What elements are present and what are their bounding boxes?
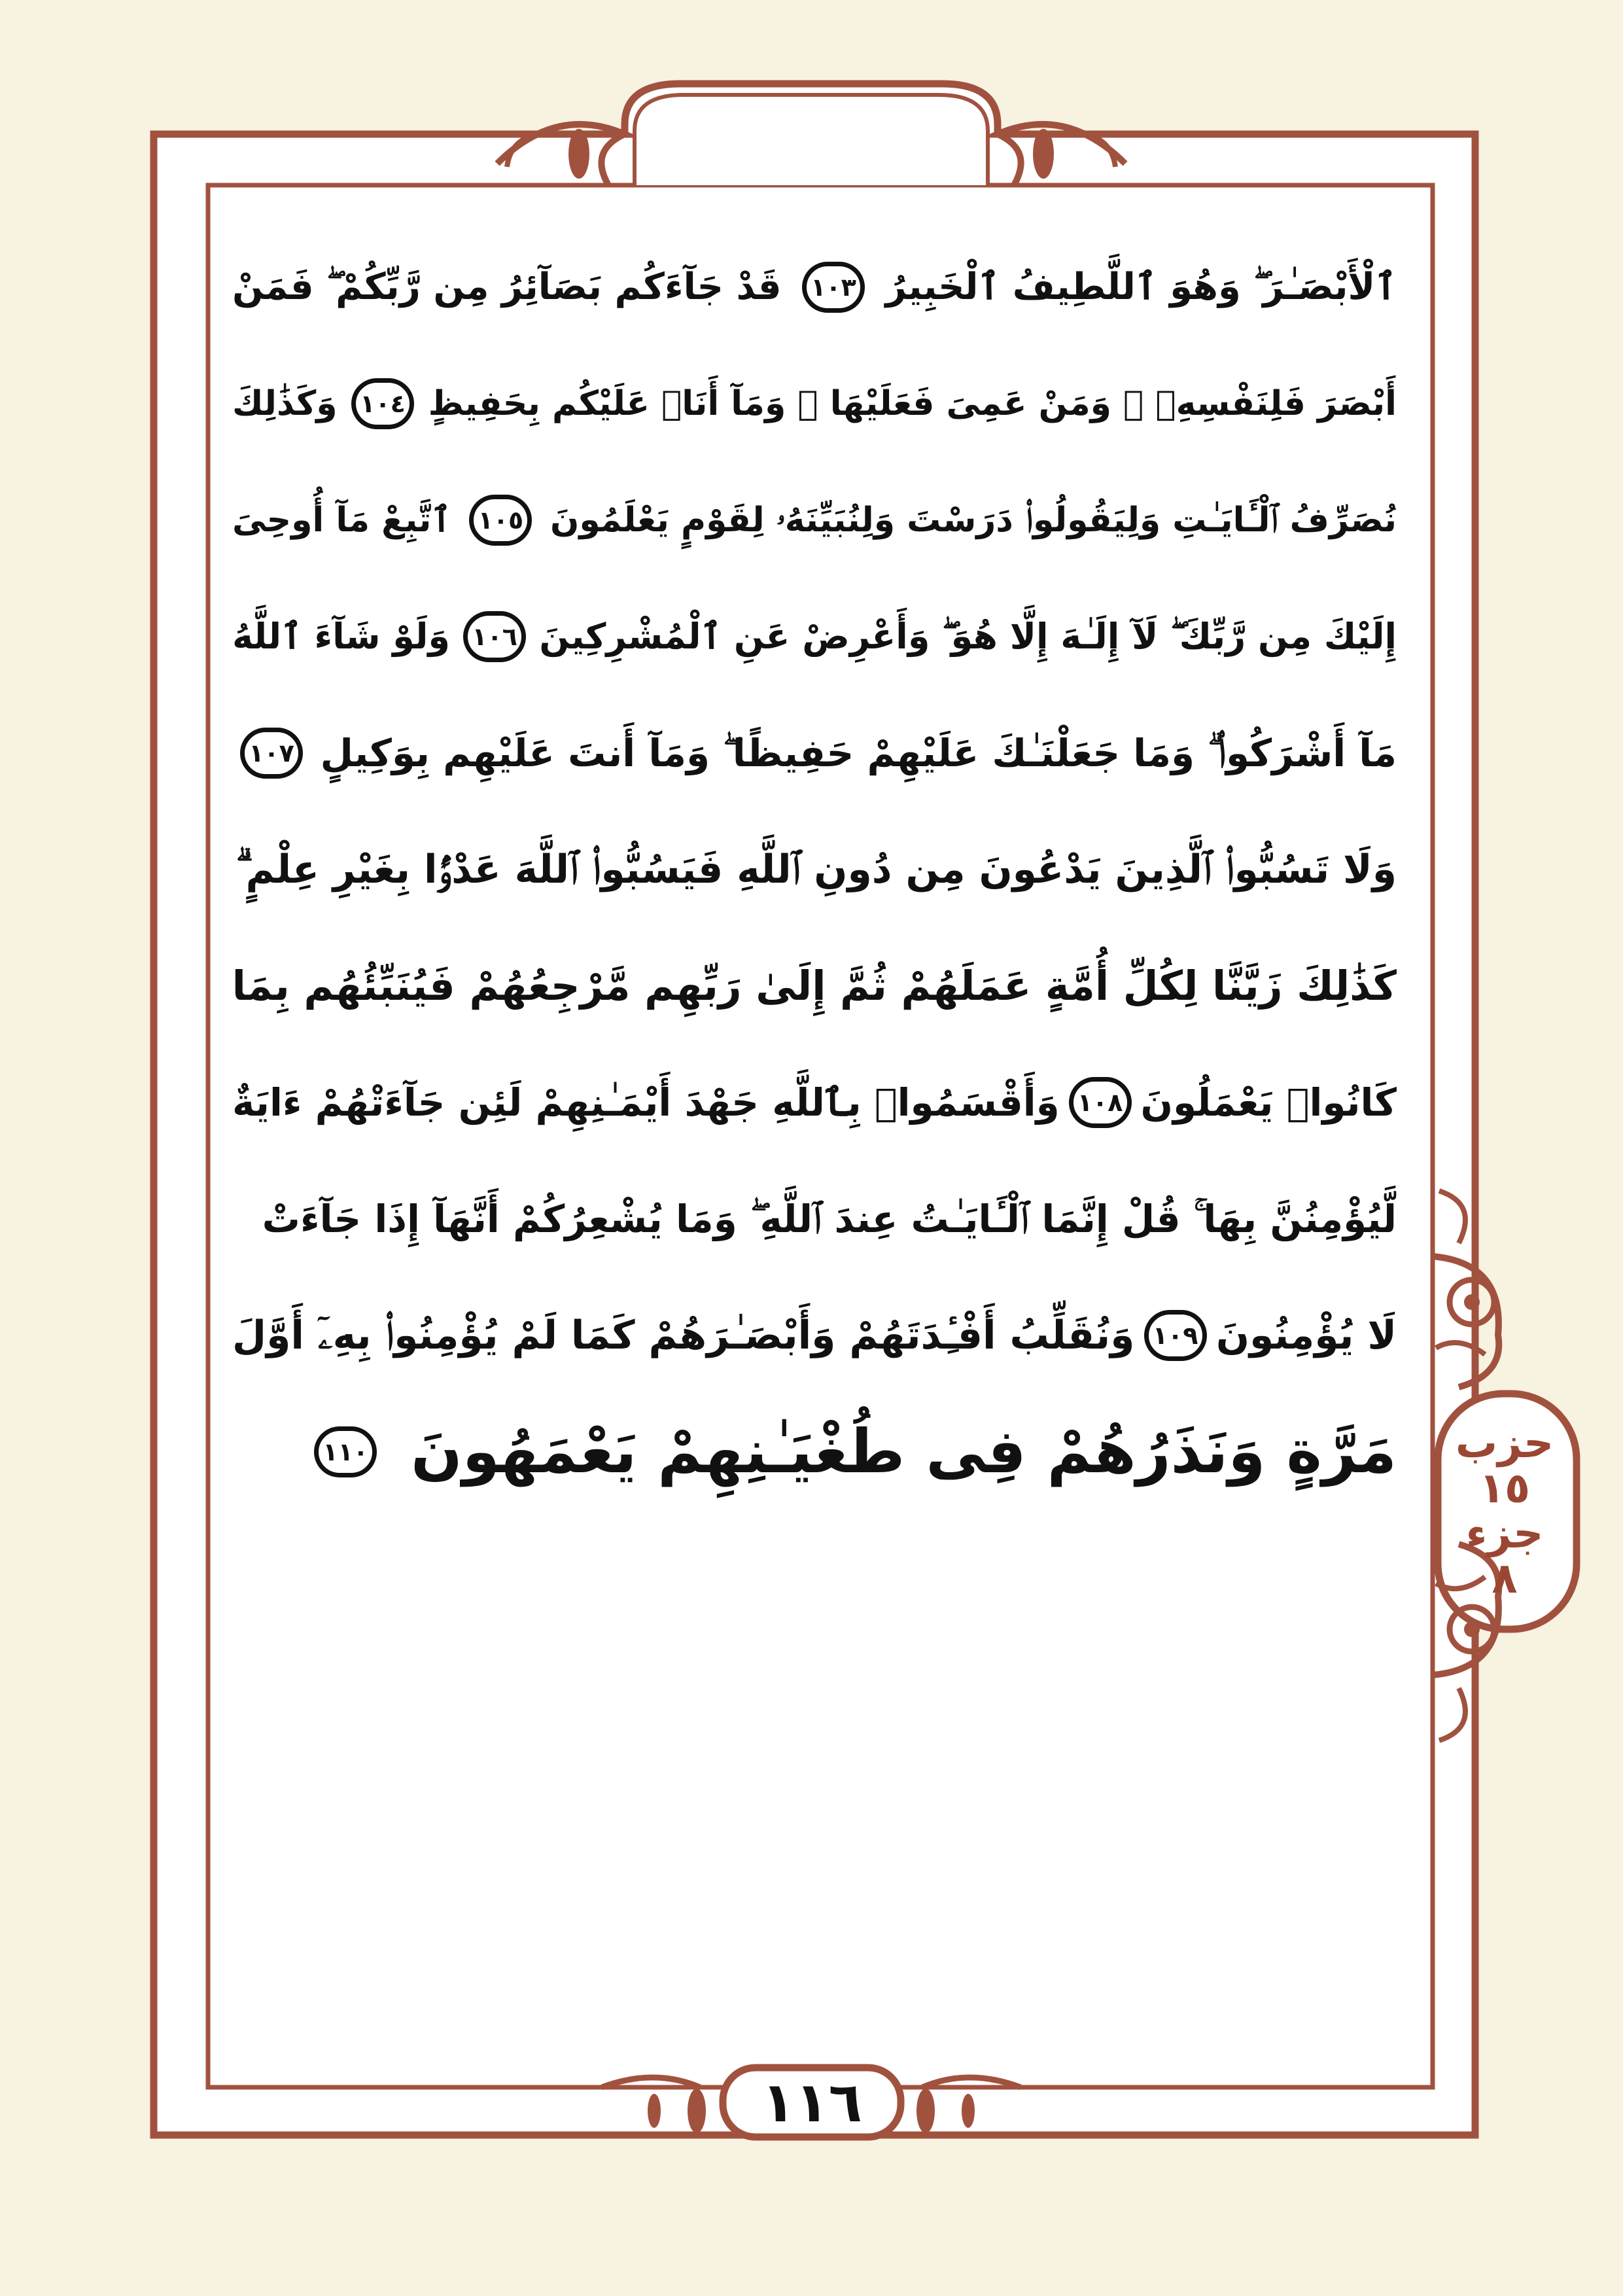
quran-page-text (232, 229, 1397, 1510)
hizb-juz-marker (1439, 1400, 1570, 1623)
ayah-number-marker: ١٠٨ (1069, 1077, 1132, 1128)
verse-text: أَبْصَرَ فَلِنَفْسِهِۦ ۖ وَمَنْ عَمِىَ فَعَلَيْهَا ۚ وَمَآ أَنَا۠ عَلَيْكُم بِحَفِيظٍ (428, 384, 1397, 423)
verse-text: كَانُوا۟ يَعْمَلُونَ (1140, 1080, 1397, 1125)
ayah-number-marker: ١٠٣ (802, 262, 865, 313)
verse-line (232, 928, 1397, 1044)
verse-text: ٱتَّبِعْ مَآ أُوحِىَ (232, 501, 451, 540)
verse-line (232, 811, 1397, 928)
verse-text: وَأَقْسَمُوا۟ بِٱللَّهِ جَهْدَ أَيْمَـٰنِهِمْ لَئِن جَآءَتْهُمْ ءَايَةٌ (232, 1080, 1060, 1125)
ayah-number-marker: ١٠٩ (1144, 1310, 1207, 1361)
verse-text: ٱلْأَبْصَـٰرَ ۖ وَهُوَ ٱللَّطِيفُ ٱلْخَبِيرُ (885, 266, 1397, 308)
verse-text: نُصَرِّفُ ٱلْـَٔايَـٰتِ وَلِيَقُولُوا۟ دَرَسْتَ وَلِنُبَيِّنَهُۥ لِقَوْمٍ يَعْلَمُونَ (550, 501, 1397, 540)
verse-line (232, 695, 1397, 811)
ayah-number-marker: ١٠٥ (469, 495, 532, 546)
ayah-number-marker: ١٠٧ (240, 728, 303, 779)
verse-line (232, 1277, 1397, 1394)
juz-label: جزء (1465, 1510, 1544, 1558)
verse-text: إِلَيْكَ مِن رَّبِّكَ ۖ لَآ إِلَـٰهَ إِلَّا هُوَ ۖ وَأَعْرِضْ عَنِ ٱلْمُشْرِكِينَ (539, 616, 1397, 657)
verse-text: وَنُقَلِّبُ أَفْـِٔدَتَهُمْ وَأَبْصَـٰرَهُمْ كَمَا لَمْ يُؤْمِنُوا۟ بِهِۦٓ أَوَّلَ (232, 1313, 1135, 1358)
verse-line (232, 462, 1397, 578)
hizb-number: ١٥ (1478, 1464, 1531, 1513)
juz-number: ٨ (1492, 1555, 1518, 1604)
verse-text: وَلَوْ شَآءَ ٱللَّهُ (232, 616, 450, 657)
ayah-number-marker: ١١٠ (314, 1426, 377, 1477)
verse-line (232, 1394, 1397, 1510)
verse-text: مَرَّةٍ وَنَذَرُهُمْ فِى طُغْيَـٰنِهِمْ يَعْمَهُونَ (411, 1417, 1397, 1487)
verse-text: كَذَٰلِكَ زَيَّنَّا لِكُلِّ أُمَّةٍ عَمَلَهُمْ ثُمَّ إِلَىٰ رَبِّهِم مَّرْجِعُهُمْ فَيُنَبِّئُهُم بِمَا (232, 962, 1397, 1010)
verse-text: قَدْ جَآءَكُم بَصَآئِرُ مِن رَّبِّكُمْ ۖ فَمَنْ (232, 266, 782, 308)
verse-line (232, 345, 1397, 462)
verse-text: مَآ أَشْرَكُوا۟ ۗ وَمَا جَعَلْنَـٰكَ عَلَيْهِمْ حَفِيظًا ۖ وَمَآ أَنتَ عَلَيْهِم بِوَكِيلٍ (320, 731, 1397, 775)
verse-text: لَا يُؤْمِنُونَ (1215, 1313, 1397, 1358)
verse-text: وَكَذَٰلِكَ (232, 384, 338, 423)
ayah-number-marker: ١٠٤ (351, 378, 414, 429)
hizb-label: حزب (1455, 1419, 1554, 1468)
verse-line (232, 578, 1397, 695)
verse-text: لَّيُؤْمِنُنَّ بِهَا ۚ قُلْ إِنَّمَا ٱلْـَٔايَـٰتُ عِندَ ٱللَّهِ ۖ وَمَا يُشْعِرُكُمْ أَنَّهَآ إِذَا جَآءَتْ (262, 1197, 1397, 1241)
verse-line (232, 229, 1397, 345)
ayah-number-marker: ١٠٦ (463, 611, 526, 662)
verse-line (232, 1161, 1397, 1277)
verse-text: وَلَا تَسُبُّوا۟ ٱلَّذِينَ يَدْعُونَ مِن دُونِ ٱللَّهِ فَيَسُبُّوا۟ ٱللَّهَ عَدْوًۢا بِغَيْرِ عِلْمٍ ۗ (236, 847, 1397, 892)
page-number: ١١٦ (761, 2070, 862, 2134)
verse-line (232, 1044, 1397, 1161)
